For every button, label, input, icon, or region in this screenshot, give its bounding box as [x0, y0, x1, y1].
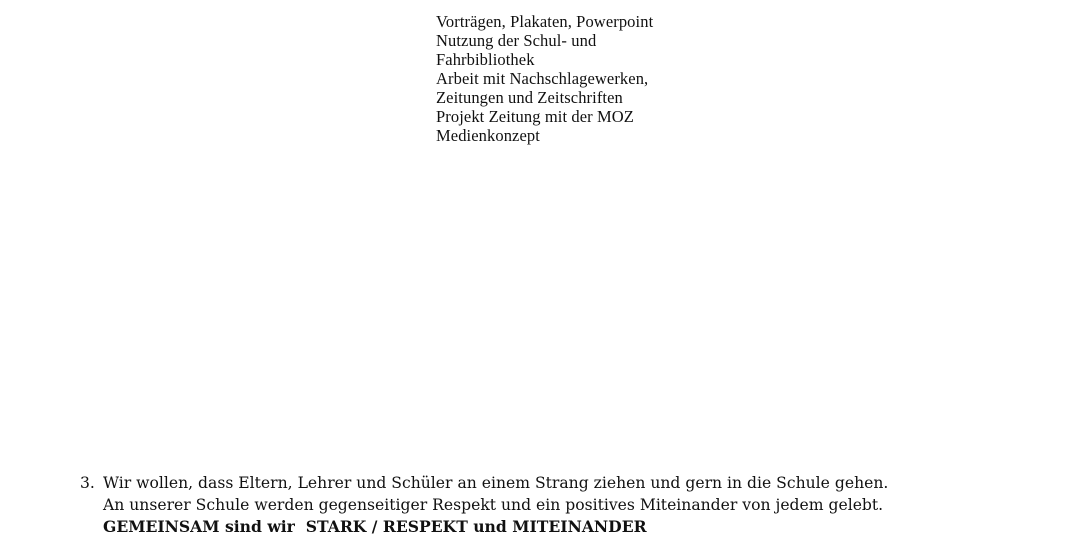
list-line: Medienkonzept — [436, 126, 540, 145]
numbered-item-3 — [80, 472, 1070, 538]
list-line: Nutzung der Schul- und — [436, 31, 597, 50]
item-text-line-1: Wir wollen, dass Eltern, Lehrer und Schüler an einem Strang ziehen und gern in die Schule gehen. — [103, 474, 889, 492]
list-line: Fahrbibliothek — [436, 50, 535, 69]
list-line: Arbeit mit Nachschlagewerken, — [436, 69, 649, 88]
list-line: Projekt Zeitung mit der MOZ — [436, 107, 634, 126]
motto-text: GEMEINSAM sind wir STARK / RESPEKT und MITEINANDER — [103, 517, 647, 536]
item-text-line-2: An unserer Schule werden gegenseitiger Respekt und ein positives Miteinander von jedem gelebt. — [103, 496, 884, 514]
list-line: Vorträgen, Plakaten, Powerpoint — [436, 12, 654, 31]
media-topics-list — [436, 12, 653, 145]
item-body — [103, 472, 1070, 538]
list-line: Zeitungen und Zeitschriften — [436, 88, 623, 107]
item-number: 3. — [80, 474, 95, 492]
